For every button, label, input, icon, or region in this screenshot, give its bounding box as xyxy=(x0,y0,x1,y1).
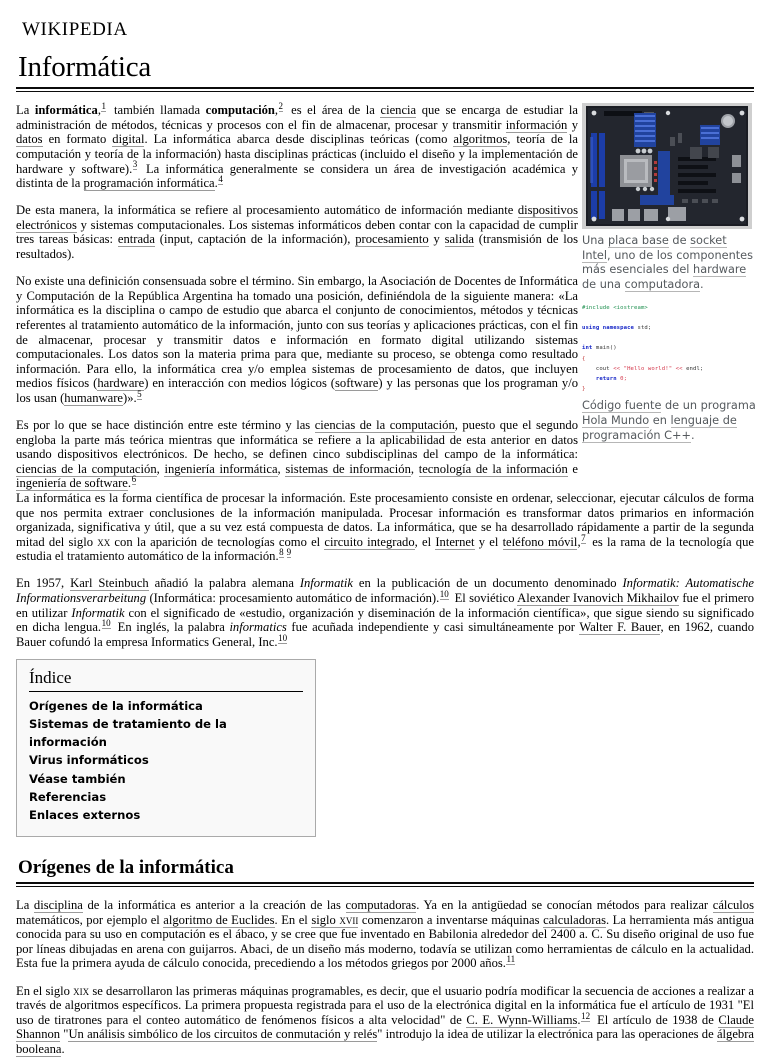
text: En el siglo xyxy=(16,983,74,998)
caption-text: Una xyxy=(582,234,608,248)
link-calculadoras[interactable]: calculadoras xyxy=(543,912,606,927)
link-claude-shannon[interactable]: Claude Shannon xyxy=(16,1012,754,1042)
caption-text: de una xyxy=(582,278,625,292)
code-token: 0; xyxy=(620,376,628,383)
text: y xyxy=(567,117,578,132)
text: " introdujo la idea de utilizar la electrónica para las operaciones de xyxy=(377,1027,717,1042)
text: La xyxy=(16,898,34,913)
text: en la publicación de un documento denominado xyxy=(352,576,623,591)
text: " xyxy=(60,1027,69,1042)
link-dispositivos-electronicos[interactable]: dispositivos electrónicos xyxy=(16,203,578,232)
code-token: << xyxy=(613,365,624,372)
link-lenguaje-cpp[interactable]: lenguaje de programación C++ xyxy=(582,414,737,442)
toc-item-5[interactable]: Enlaces externos xyxy=(29,808,141,823)
code-line-1 xyxy=(582,313,756,323)
code-line-3 xyxy=(582,333,756,343)
figure-cpp-code xyxy=(582,303,756,444)
link-programacion-informatica[interactable]: programación informática xyxy=(83,176,215,191)
table-of-contents xyxy=(16,659,316,837)
text: , en 1962, cuando Bauer cofundó la empresa Informatics General, Inc. xyxy=(16,620,754,649)
wikipedia-wordmark: WIKIPEDIA xyxy=(22,19,128,40)
full-width-section xyxy=(16,491,754,649)
code-line-6 xyxy=(582,364,756,374)
code-token: "Hello world!" xyxy=(623,365,673,372)
reference-link[interactable]: 3 xyxy=(132,159,138,170)
link-computadora[interactable]: computadora xyxy=(624,278,701,292)
term-informatics: informatics xyxy=(229,620,287,635)
text: con la aparición de tecnologías como el xyxy=(110,534,325,549)
text: . Ya en la antigüedad se conocían métodos para realizar xyxy=(416,898,713,913)
code-line-7 xyxy=(582,374,756,384)
reference-marker xyxy=(133,159,138,169)
text: , el xyxy=(414,534,436,549)
section-divider xyxy=(16,882,754,887)
link-procesamiento[interactable]: procesamiento xyxy=(355,232,429,247)
link-informacion[interactable]: información xyxy=(505,117,568,132)
text: . En el xyxy=(274,912,312,927)
text: siglo xyxy=(311,912,340,927)
text: Es por lo que se hace distinción entre este término y las xyxy=(16,418,315,433)
reference-marker xyxy=(506,954,515,964)
text: . xyxy=(577,1012,581,1027)
code-token: main() xyxy=(592,345,617,352)
text: en formato xyxy=(42,132,113,147)
text: , xyxy=(274,103,279,118)
text: y xyxy=(428,232,445,247)
page-title: Informática xyxy=(18,50,152,83)
article-sidebar xyxy=(582,103,756,449)
caption-text: , uno de los componentes más esenciales del xyxy=(582,248,754,277)
caption-text: de un programa xyxy=(661,399,756,413)
text: , xyxy=(577,534,581,549)
paragraph-lead-4 xyxy=(16,418,578,491)
code-token: return xyxy=(582,376,621,383)
reference-link[interactable]: 9 xyxy=(286,547,292,558)
text: y el xyxy=(474,534,503,549)
link-intel[interactable]: Intel xyxy=(582,248,608,262)
code-token: cout xyxy=(582,365,614,372)
figure-motherboard-caption xyxy=(582,234,756,292)
link-walter-bauer[interactable]: Walter F. Bauer xyxy=(579,620,661,635)
text: El soviético xyxy=(451,591,518,606)
paragraph-lead-2 xyxy=(16,203,578,261)
code-line-2 xyxy=(582,323,756,333)
text: de la informática es anterior a la creación de las xyxy=(82,898,346,913)
link-entrada[interactable]: entrada xyxy=(117,232,155,247)
paragraph-lead-1 xyxy=(16,103,578,191)
text: se desarrollaron las primeras máquinas programables, es decir, que el usuario podría modificar la secuencia de acciones a realizar a través de algoritmos específicos. La primera propuesta registrada para el uso de la electrónica digital en la informática fue el artículo de 1931 "El uso de tiratrones para el conteo automático de fenómenos físicos a alta velocidad" de xyxy=(16,983,754,1027)
link-alexander-mikhailov[interactable]: Alexander Ivanovich Mikhailov xyxy=(517,591,680,606)
link-codigo-fuente[interactable]: Código fuente xyxy=(582,399,662,413)
motherboard-image xyxy=(582,103,752,229)
caption-text: en xyxy=(649,414,671,428)
paragraph-6 xyxy=(16,576,754,649)
link-ingenieria-informatica[interactable]: ingeniería informática xyxy=(164,461,278,476)
text: ) y las personas que los programan y/o los usan ( xyxy=(16,376,579,405)
code-line-4 xyxy=(582,343,756,353)
toc-item-1[interactable]: Sistemas de tratamiento de la información xyxy=(29,717,227,750)
text: también llamada xyxy=(108,103,206,118)
link-algoritmos[interactable]: algoritmos xyxy=(453,132,508,147)
term-informatik-2: Informatik xyxy=(71,605,125,620)
toc-item-2[interactable]: Virus informáticos xyxy=(29,753,149,768)
caption-text: de xyxy=(668,234,691,248)
reference-link[interactable]: 5 xyxy=(137,388,142,399)
reference-marker xyxy=(581,533,586,543)
text: . La informática abarca desde disciplinas teóricas (como xyxy=(144,132,454,147)
text: (input, captación de la información), xyxy=(154,232,356,247)
text: e xyxy=(567,461,579,476)
link-telefono-movil[interactable]: teléfono móvil xyxy=(502,534,578,549)
text: , puesto que el segundo engloba la parte más teórica mientras que informática se refiere a la aplicabilidad de esta anterior en datos usando dispositivos electrónicos. De hecho, se definen cinco subdisciplinas del campo de la informática: xyxy=(16,418,578,462)
reference-link[interactable]: 1 xyxy=(101,101,106,112)
caption-text: . xyxy=(700,278,704,292)
reference-link[interactable]: 10 xyxy=(101,618,111,629)
link-datos[interactable]: datos xyxy=(16,132,43,147)
code-token: using namespace xyxy=(582,325,635,332)
text: ) en interacción con medios lógicos ( xyxy=(144,376,335,391)
code-line-8 xyxy=(582,384,756,394)
toc-item-3[interactable]: Véase también xyxy=(29,771,126,786)
text: , teoría de la computación y teoría de la información) hasta disciplinas prácticas (incluido el diseño y la implementación de hardware y software). xyxy=(16,132,578,176)
code-token: << xyxy=(672,365,687,372)
link-calculos[interactable]: cálculos xyxy=(712,898,754,913)
link-algebra-booleana[interactable]: álgebra booleana xyxy=(16,1027,754,1056)
cpp-source-code xyxy=(582,303,756,395)
text: La xyxy=(16,103,35,118)
text: que se encarga de estudiar la administración de métodos, técnicas y procesos con el fin de almacenar, procesar y transmitir xyxy=(16,103,578,132)
text: , xyxy=(97,103,101,118)
toc-item-0[interactable]: Orígenes de la informática xyxy=(29,698,203,713)
text: , xyxy=(156,461,165,476)
reference-link[interactable]: 4 xyxy=(218,174,223,185)
text: (Informática: procesamiento automático de información). xyxy=(146,591,440,606)
reference-link[interactable]: 12 xyxy=(581,1010,591,1021)
text: . xyxy=(127,476,132,491)
text: El artículo de 1938 de xyxy=(592,1012,719,1027)
link-circuito-integrado[interactable]: circuito integrado xyxy=(324,534,415,549)
code-token: endl; xyxy=(686,365,704,372)
code-token: { xyxy=(582,355,586,362)
reference-marker xyxy=(279,547,284,557)
text: con el significado de «estudio, organización y diseminación de la información científica», que sigue siendo su significado en dicha lengua. xyxy=(16,605,754,635)
reference-link[interactable]: 7 xyxy=(581,532,586,543)
figure-motherboard xyxy=(582,103,756,292)
link-ciencias-computacion[interactable]: ciencias de la computación xyxy=(314,418,455,433)
reference-link[interactable]: 11 xyxy=(506,954,516,965)
code-line-5 xyxy=(582,354,756,364)
title-divider xyxy=(16,87,754,92)
reference-marker xyxy=(278,633,287,643)
text: No existe una definición consensuada sobre el término. Sin embargo, la Asociación de Docentes de Informática y Computación de la República Argentina ha tomado una posición, definiéndola de la siguiente manera: «La informática es la disciplina o campo de estudio que abarca el conjunto de conocimientos, métodos y técnicas referentes al tratamiento automático de la información, junto con sus teorías y aplicaciones prácticas, con el fin de almacenar, procesar y transmitir datos e información en formato digital utilizando sistemas computacionales. Los datos son la materia prima para que, mediante su proceso, se obtenga como resultado información. Para ello, la informática crea y/o emplea sistemas de procesamiento de datos, que incluyen medios físicos ( xyxy=(16,274,578,391)
link-computadoras[interactable]: computadoras xyxy=(345,898,417,913)
text: . xyxy=(61,1041,65,1056)
text: En 1957, xyxy=(16,576,71,591)
link-sistemas-informacion[interactable]: sistemas de información xyxy=(285,461,411,476)
title-informatik-paper: Informatik: Automatische Informationsverarbeitung xyxy=(16,576,755,606)
link-software[interactable]: software xyxy=(335,376,379,391)
code-token: int xyxy=(582,345,593,352)
code-token: } xyxy=(582,386,586,393)
link-ciencia[interactable]: ciencia xyxy=(380,103,417,118)
link-wynn-williams[interactable]: C. E. Wynn-Williams xyxy=(466,1012,578,1027)
text: , xyxy=(277,461,286,476)
text: es el área de la xyxy=(285,103,381,118)
code-line-0 xyxy=(582,303,756,313)
term-informatik: Informatik xyxy=(299,576,353,591)
link-ciencias-computacion-2[interactable]: ciencias de la computación xyxy=(16,461,157,476)
toc-title: Índice xyxy=(29,668,72,688)
text: . xyxy=(214,176,218,191)
text: De esta manera, la informática se refiere al procesamiento automático de información mediante xyxy=(16,203,518,218)
paragraph-section1-1 xyxy=(16,898,754,971)
text: y sistemas computacionales. Los sistemas informáticos deben contar con la capacidad de cumplir tres tareas básicas: xyxy=(16,217,578,247)
text: añadió la palabra alemana xyxy=(148,576,300,591)
reference-link[interactable]: 10 xyxy=(278,632,288,643)
paragraph-section1-2 xyxy=(16,984,754,1057)
text: La informática generalmente se considera un área de investigación académica y distinta de la xyxy=(16,161,578,191)
link-humanware[interactable]: humanware xyxy=(64,390,124,405)
reference-link[interactable]: 8 xyxy=(279,547,284,558)
section-heading-origenes: Orígenes de la informática xyxy=(18,857,234,879)
link-disciplina[interactable]: disciplina xyxy=(33,898,83,913)
link-analisis-simbolico[interactable]: Un análisis simbólico de los circuitos de conmutación y relés xyxy=(68,1027,378,1042)
reference-marker xyxy=(132,474,137,484)
text: En inglés, la palabra xyxy=(113,620,230,635)
text: fue acuñada independiente y casi simultáneamente por xyxy=(286,620,580,635)
text: La informática es la forma científica de procesar la información. Este procesamiento consiste en ordenar, seleccionar, ejecutar cálculos de forma que nos permita extraer conclusiones de la información manipulada. Procesar información es transformar datos primarios en información organizada, significativa y útil, que a su vez está compuesta de datos. La informática, que se ha desarrollado rápidamente a partir de la segunda mitad del siglo xyxy=(16,490,754,549)
text: fue el primero en utilizar xyxy=(16,591,754,620)
paragraph-5 xyxy=(16,491,754,564)
lead-section xyxy=(16,103,754,491)
reference-marker xyxy=(218,174,223,184)
reference-marker xyxy=(287,547,292,557)
link-ingenieria-software[interactable]: ingeniería de software xyxy=(16,476,128,491)
caption-text: . xyxy=(690,428,695,442)
link-siglo-xvii[interactable] xyxy=(311,913,358,928)
code-token: #include <iostream> xyxy=(582,304,648,311)
reference-link[interactable]: 6 xyxy=(131,474,137,485)
text: comenzaron a inventarse máquinas xyxy=(358,912,544,927)
link-socket[interactable]: socket xyxy=(690,234,727,248)
link-digital[interactable]: digital xyxy=(112,132,145,147)
reference-marker xyxy=(102,618,111,628)
link-karl-steinbuch[interactable]: Karl Steinbuch xyxy=(70,576,149,591)
link-tecnologia-informacion[interactable]: tecnología de la información xyxy=(418,461,568,476)
century-xvii: xvii xyxy=(339,912,359,927)
link-hola-mundo[interactable]: Hola Mundo xyxy=(582,414,650,428)
text: . La herramienta más antigua conocida para su uso en computación es el ábaco, y se cree que fue inventado en Babilonia alrededor del 2400 a. C. Su diseño original de uso fue por líneas dibujadas en arena con guijarros. Abaci, de un diseño más moderno, todavía se utilizan como herramientas de cálculo en la actualidad. Esta fue la primera ayuda de cálculo conocida, precediendo a los métodos griegos por 2000 años. xyxy=(16,912,754,971)
text: , xyxy=(410,461,419,476)
reference-link[interactable]: 2 xyxy=(278,101,284,112)
reference-marker xyxy=(101,101,106,111)
link-algoritmo-euclides[interactable]: algoritmo de Euclides xyxy=(163,912,275,927)
reference-marker xyxy=(137,389,142,399)
text: )». xyxy=(123,390,137,405)
reference-marker xyxy=(581,1011,590,1021)
century-xix: xix xyxy=(73,983,90,998)
toc-item-list xyxy=(29,697,303,824)
term-informatica: informática xyxy=(34,103,98,118)
toc-item-4[interactable]: Referencias xyxy=(29,789,107,804)
reference-marker xyxy=(440,589,449,599)
century-xx: xx xyxy=(97,534,111,549)
link-internet[interactable]: Internet xyxy=(435,534,475,549)
reference-marker xyxy=(279,101,284,111)
link-placa-base[interactable]: placa base xyxy=(607,234,669,248)
link-hardware[interactable]: hardware xyxy=(693,263,747,277)
paragraph-lead-3 xyxy=(16,274,578,405)
lead-text-column xyxy=(16,103,578,491)
text: matemáticos, por ejemplo el xyxy=(16,912,164,927)
link-hardware[interactable]: hardware xyxy=(97,376,145,391)
text: (transmisión de los resultados). xyxy=(16,232,578,262)
code-token: std; xyxy=(634,325,652,332)
text: es la rama de la tecnología que estudia el tratamiento automático de la información. xyxy=(16,534,754,564)
term-computacion: computación xyxy=(205,103,275,118)
figure-code-caption xyxy=(582,399,756,443)
toc-divider xyxy=(29,691,303,692)
link-salida[interactable]: salida xyxy=(444,232,474,247)
reference-link[interactable]: 10 xyxy=(439,588,449,599)
